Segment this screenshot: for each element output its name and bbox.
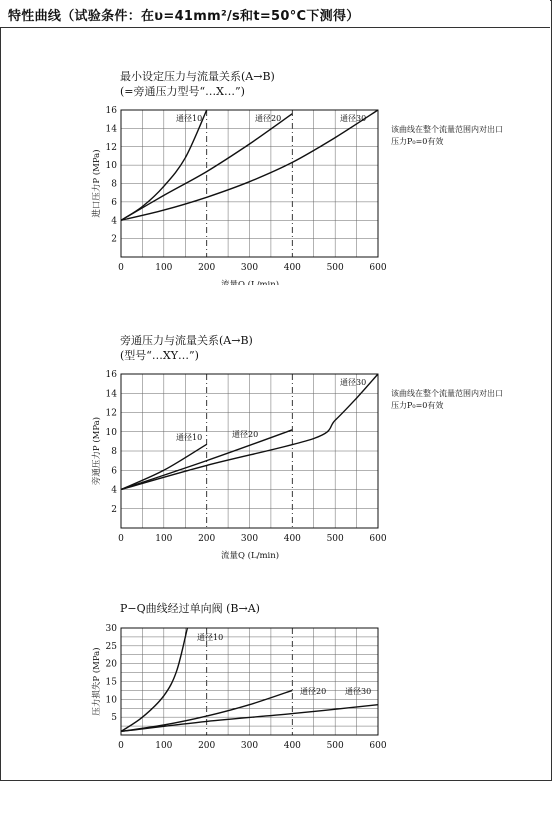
x-tick-label: 600 — [369, 263, 387, 273]
series-label: 通径20 — [300, 687, 327, 696]
y-tick-label: 15 — [105, 677, 117, 688]
page-header — [0, 0, 550, 28]
x-tick-label: 200 — [198, 534, 216, 544]
x-tick-label: 600 — [369, 534, 387, 544]
y-tick-label: 20 — [105, 659, 117, 670]
series-label: 通径10 — [197, 633, 224, 642]
series-label: 通径10 — [176, 114, 203, 123]
chart-note: 压力P₀=0有效 — [391, 401, 444, 410]
x-tick-label: 300 — [240, 263, 259, 273]
page-title: 特性曲线（试验条件：在υ=41mm²/s和t=50°C下测得） — [8, 9, 360, 24]
chart-note: 压力P₀=0有效 — [391, 137, 444, 146]
y-tick-label: 10 — [105, 161, 117, 172]
x-tick-label: 400 — [283, 534, 301, 544]
y-tick-label: 30 — [105, 624, 117, 634]
y-tick-label: 8 — [111, 447, 117, 457]
chart-subtitle: (=旁通压力型号“…X…”) — [120, 85, 245, 98]
x-tick-label: 0 — [118, 741, 124, 751]
x-tick-label: 500 — [326, 534, 344, 544]
y-axis-label: 旁通压力P (MPa) — [92, 416, 102, 486]
chart-svg-1 — [0, 65, 552, 285]
x-tick-label: 300 — [240, 534, 259, 544]
series-label: 通径30 — [345, 687, 372, 696]
y-axis-label: 进口压力P (MPa) — [92, 149, 102, 218]
y-axis-label: 压力损失P (MPa) — [92, 647, 102, 716]
series-label: 通径20 — [255, 114, 282, 123]
x-tick-label: 400 — [283, 263, 301, 273]
x-tick-label: 400 — [283, 741, 301, 751]
y-tick-label: 6 — [111, 197, 117, 208]
y-tick-label: 4 — [111, 485, 117, 496]
y-tick-label: 5 — [111, 713, 117, 724]
y-tick-label: 16 — [105, 370, 117, 380]
x-tick-label: 600 — [369, 741, 387, 751]
y-tick-label: 10 — [105, 695, 117, 706]
y-tick-label: 10 — [105, 427, 117, 438]
x-tick-label: 0 — [118, 534, 124, 544]
x-tick-label: 500 — [326, 263, 344, 273]
y-tick-label: 6 — [111, 466, 117, 477]
y-tick-label: 25 — [105, 641, 117, 652]
x-tick-label: 200 — [198, 741, 216, 751]
y-tick-label: 2 — [111, 504, 117, 515]
chart-note: 该曲线在整个流量范围内对出口 — [391, 125, 503, 134]
x-axis-label: 流量Q (L/min) — [220, 280, 280, 285]
x-tick-label: 500 — [326, 741, 344, 751]
series-label: 通径10 — [176, 433, 203, 442]
chart-note: 该曲线在整个流量范围内对出口 — [391, 389, 503, 398]
y-tick-label: 8 — [111, 179, 117, 190]
chart-subtitle: (型号“…XY…”) — [120, 349, 199, 362]
chart-svg-3 — [0, 598, 552, 768]
x-tick-label: 200 — [198, 263, 216, 273]
series-label: 通径20 — [232, 430, 259, 439]
x-axis-label: 流量Q (L/min) — [220, 551, 280, 560]
y-tick-label: 12 — [105, 408, 117, 419]
y-tick-label: 14 — [105, 389, 117, 400]
x-tick-label: 100 — [155, 263, 173, 273]
series-line — [121, 628, 187, 731]
y-tick-label: 2 — [111, 234, 117, 245]
chart-min-set-pressure — [0, 65, 552, 285]
y-tick-label: 12 — [105, 142, 117, 153]
x-tick-label: 100 — [155, 741, 173, 751]
chart-check-valve-loss — [0, 598, 552, 818]
chart-svg-2 — [0, 330, 552, 560]
chart-title: P−Q曲线经过单向阀 (B→A) — [120, 602, 260, 615]
y-tick-label: 16 — [105, 106, 117, 116]
y-tick-label: 4 — [111, 216, 117, 227]
x-tick-label: 0 — [118, 263, 124, 273]
chart-title: 旁通压力与流量关系(A→B) — [120, 334, 253, 347]
chart-title: 最小设定压力与流量关系(A→B) — [120, 70, 275, 83]
series-label: 通径30 — [340, 378, 367, 387]
y-tick-label: 14 — [105, 124, 117, 135]
x-tick-label: 300 — [240, 741, 259, 751]
series-label: 通径30 — [340, 114, 367, 123]
chart-bypass-pressure — [0, 330, 552, 560]
x-tick-label: 100 — [155, 534, 173, 544]
